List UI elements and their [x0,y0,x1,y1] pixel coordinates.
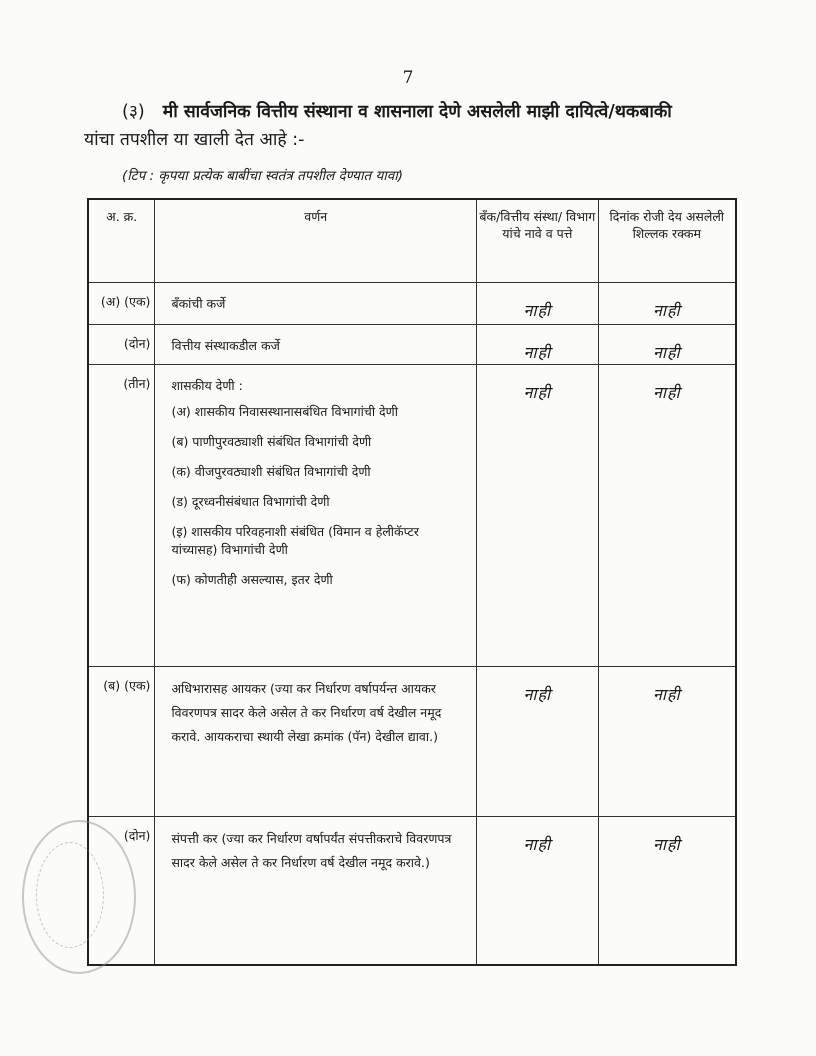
list-item: (फ) कोणतीही असल्यास, इतर देणी [171,572,333,587]
handwritten-entry: नाही [652,343,681,362]
liabilities-table [87,198,737,966]
handwritten-entry: नाही [523,343,552,362]
header-description: वर्णन [155,199,477,283]
row-index: (दोन) [123,828,151,843]
handwritten-entry: नाही [652,383,681,402]
instruction-note: (टिप : कृपया प्रत्येक बाबींचा स्वतंत्र तपशील देण्यात यावा) [122,168,404,184]
seal-stamp-inner-ring [36,842,104,948]
page-number: 7 [402,68,414,88]
table-header-row [88,199,736,283]
handwritten-entry: नाही [523,835,552,854]
table-row [88,365,736,667]
handwritten-entry: नाही [652,685,681,704]
row-description: संपत्ती कर (ज्या कर निर्धारण वर्षापर्यंत संपत्तीकराचे विवरणपत्र सादर केले असेल ते कर निर्धारण वर्ष देखील नमूद करावे.) [171,831,452,870]
section-heading-line2: यांचा तपशील या खाली देत आहे :- [84,130,305,150]
table-row [88,325,736,365]
handwritten-entry: नाही [652,835,681,854]
list-item: (ड) दूरध्वनीसंबंधात विभागांची देणी [171,494,330,509]
header-serial: अ. क्र. [88,199,155,283]
list-item: (इ) शासकीय परिवहनाशी संबंधित (विमान व हेलीकॅप्टर यांच्यासह) विभागांची देणी [171,524,419,557]
handwritten-entry: नाही [523,383,552,402]
handwritten-entry: नाही [652,301,681,320]
row-index: (अ) (एक) [100,294,151,309]
row-description: शासकीय देणी : [171,378,243,393]
header-balance: दिनांक रोजी देय असलेली शिल्लक रक्कम [598,199,736,283]
list-item: (क) वीजपुरवठ्याशी संबंधित विभागांची देणी [171,464,371,479]
row-description: वित्तीय संस्थाकडील कर्जे [171,338,280,353]
section-heading [84,98,762,154]
table-row [88,817,736,965]
row-index: (तीन) [123,376,151,391]
table-row [88,667,736,817]
row-index: (दोन) [123,336,151,351]
section-number: (३) [122,102,145,122]
table-row [88,283,736,325]
header-institution: बँक/वित्तीय संस्था/ विभाग यांचे नावे व पत्ते [477,199,599,283]
list-item: (ब) पाणीपुरवठ्याशी संबंधित विभागांची देणी [171,434,372,449]
row-description: अधिभारासह आयकर (ज्या कर निर्धारण वर्षापर्यन्त आयकर विवरणपत्र सादर केले असेल ते कर निर्धारण वर्ष देखील नमूद करावे. आयकराचा स्थायी लेखा क्रमांक (पॅन) देखील द्यावा.) [171,681,442,744]
handwritten-entry: नाही [523,685,552,704]
list-item: (अ) शासकीय निवासस्थानासबंधित विभागांची देणी [171,404,398,419]
handwritten-entry: नाही [523,301,552,320]
row-index: (ब) (एक) [103,678,151,693]
sub-item-list [171,403,468,589]
row-description: बँकांची कर्जे [171,296,226,311]
section-heading-line1: मी सार्वजनिक वित्तीय संस्थाना व शासनाला देणे असलेली माझी दायित्वे/थकबाकी [162,102,672,122]
